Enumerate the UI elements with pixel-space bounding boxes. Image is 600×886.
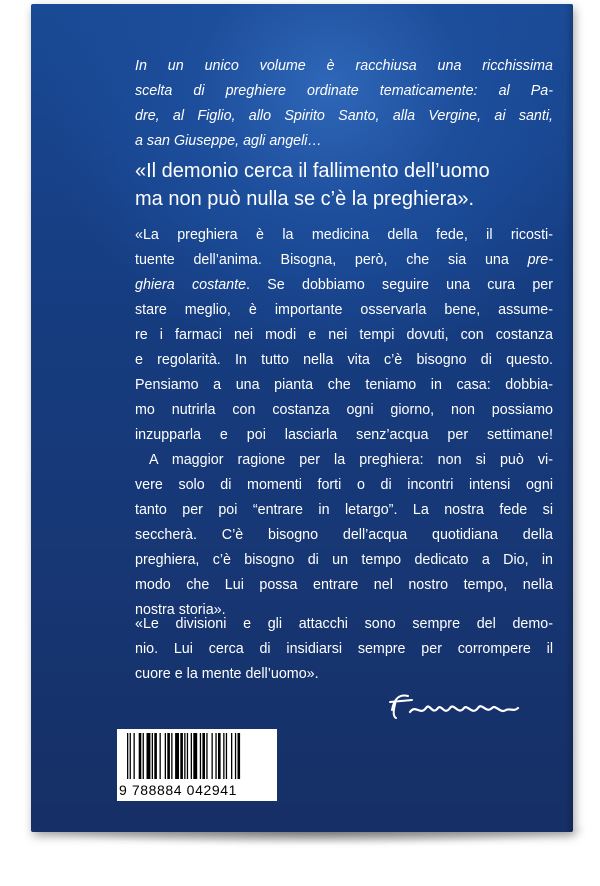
barcode-bar	[202, 733, 205, 779]
isbn-number: 9 788884 042941	[119, 782, 237, 798]
main-quote-line: tanto per poi “entrare in letargo”. La nostra fede si	[135, 502, 553, 518]
barcode-bar	[226, 733, 227, 779]
barcode-bar	[160, 733, 161, 779]
barcode-bar	[152, 733, 153, 779]
barcode-bar	[200, 733, 201, 779]
barcode-bar	[223, 733, 224, 779]
barcode-bar	[238, 733, 241, 779]
barcode-bar	[231, 733, 232, 779]
barcode-bar	[154, 733, 157, 779]
barcode-bar	[139, 733, 142, 779]
barcode-bar	[165, 733, 166, 779]
intro-paragraph	[135, 54, 553, 154]
main-quote-italic: ghiera costante	[135, 277, 247, 293]
main-quote-line: vere solo di momenti forti o di incontri intensi ogni	[135, 477, 553, 493]
main-quote-fragment: . Se dobbiamo seguire una cura per	[246, 277, 553, 293]
closing-quote-line: nio. Lui cerca di insidiarsi sempre per corrompere il	[135, 641, 553, 657]
barcode-bar	[180, 733, 183, 779]
main-quote-line: mo nutrirla con costanza ogni giorno, non possiamo	[135, 402, 553, 418]
barcode-bar	[235, 733, 236, 779]
barcode-bar	[218, 733, 221, 779]
main-quote-line	[135, 248, 553, 273]
headline-quote-line: ma non può nulla se c’è la preghiera».	[135, 188, 475, 210]
signature-drawing	[386, 690, 526, 722]
closing-quote-line: cuore e la mente dell’uomo».	[135, 666, 319, 682]
barcode-bar	[184, 733, 185, 779]
barcode-bar	[212, 733, 213, 779]
isbn-barcode	[117, 729, 277, 801]
main-quote-line: «La preghiera è la medicina della fede, il ricosti-	[135, 227, 553, 243]
main-quote-italic: pre-	[527, 252, 553, 268]
barcode-bar	[171, 733, 172, 779]
main-quote-line: preghiera, c’è bisogno di un tempo dedicato a Dio, in	[135, 552, 553, 568]
main-quote	[135, 223, 553, 623]
barcode-bar	[167, 733, 170, 779]
headline-quote-line: «Il demonio cerca il fallimento dell’uomo	[135, 160, 490, 182]
barcode-bar	[206, 733, 207, 779]
intro-line: scelta di preghiere ordinate tematicamente: al Pa-	[135, 83, 553, 99]
barcode-bar	[130, 733, 131, 779]
barcode-bar	[134, 733, 135, 779]
main-quote-line: re i farmaci nei modi e nei tempi dovuti, con costanza	[135, 327, 553, 343]
intro-line: In un unico volume è racchiusa una ricchissima	[135, 58, 553, 74]
barcode-bar	[193, 733, 197, 779]
main-quote-line	[135, 273, 553, 298]
main-quote-line: inzupparla e poi lasciarla senz’acqua per settimane!	[135, 427, 553, 443]
main-quote-line: seccherà. C’è bisogno dell’acqua quotidiana della	[135, 527, 553, 543]
headline-quote	[135, 157, 553, 213]
intro-line: a san Giuseppe, agli angeli…	[135, 133, 322, 149]
intro-line: dre, al Figlio, allo Spirito Santo, alla Vergine, ai santi,	[135, 108, 553, 124]
main-quote-line: modo che Lui possa entrare nel nostro tempo, nella	[135, 577, 553, 593]
barcode-bar	[191, 733, 192, 779]
barcode-bar	[143, 733, 144, 779]
barcode-bars	[123, 733, 271, 779]
barcode-bar	[147, 733, 151, 779]
barcode-bar	[215, 733, 216, 779]
barcode-bar	[175, 733, 179, 779]
main-quote-line: stare meglio, è importante osservarla bene, assume-	[135, 302, 553, 318]
main-quote-line: A maggior ragione per la preghiera: non si può vi-	[149, 452, 553, 468]
main-quote-line: e regolarità. In tutto nella vita c’è bisogno di questo.	[135, 352, 553, 368]
main-quote-fragment: tuente dell’anima. Bisogna, però, che sia una	[135, 252, 528, 268]
book-back-cover	[31, 4, 573, 832]
barcode-bar	[127, 733, 128, 779]
signature	[386, 690, 526, 722]
closing-quote	[135, 612, 553, 687]
main-quote-line: nostra storia».	[135, 602, 226, 618]
closing-quote-line: «Le divisioni e gli attacchi sono sempre del demo-	[135, 616, 553, 632]
main-quote-line: Pensiamo a una pianta che teniamo in casa: dobbia-	[135, 377, 553, 393]
barcode-bar	[187, 733, 188, 779]
